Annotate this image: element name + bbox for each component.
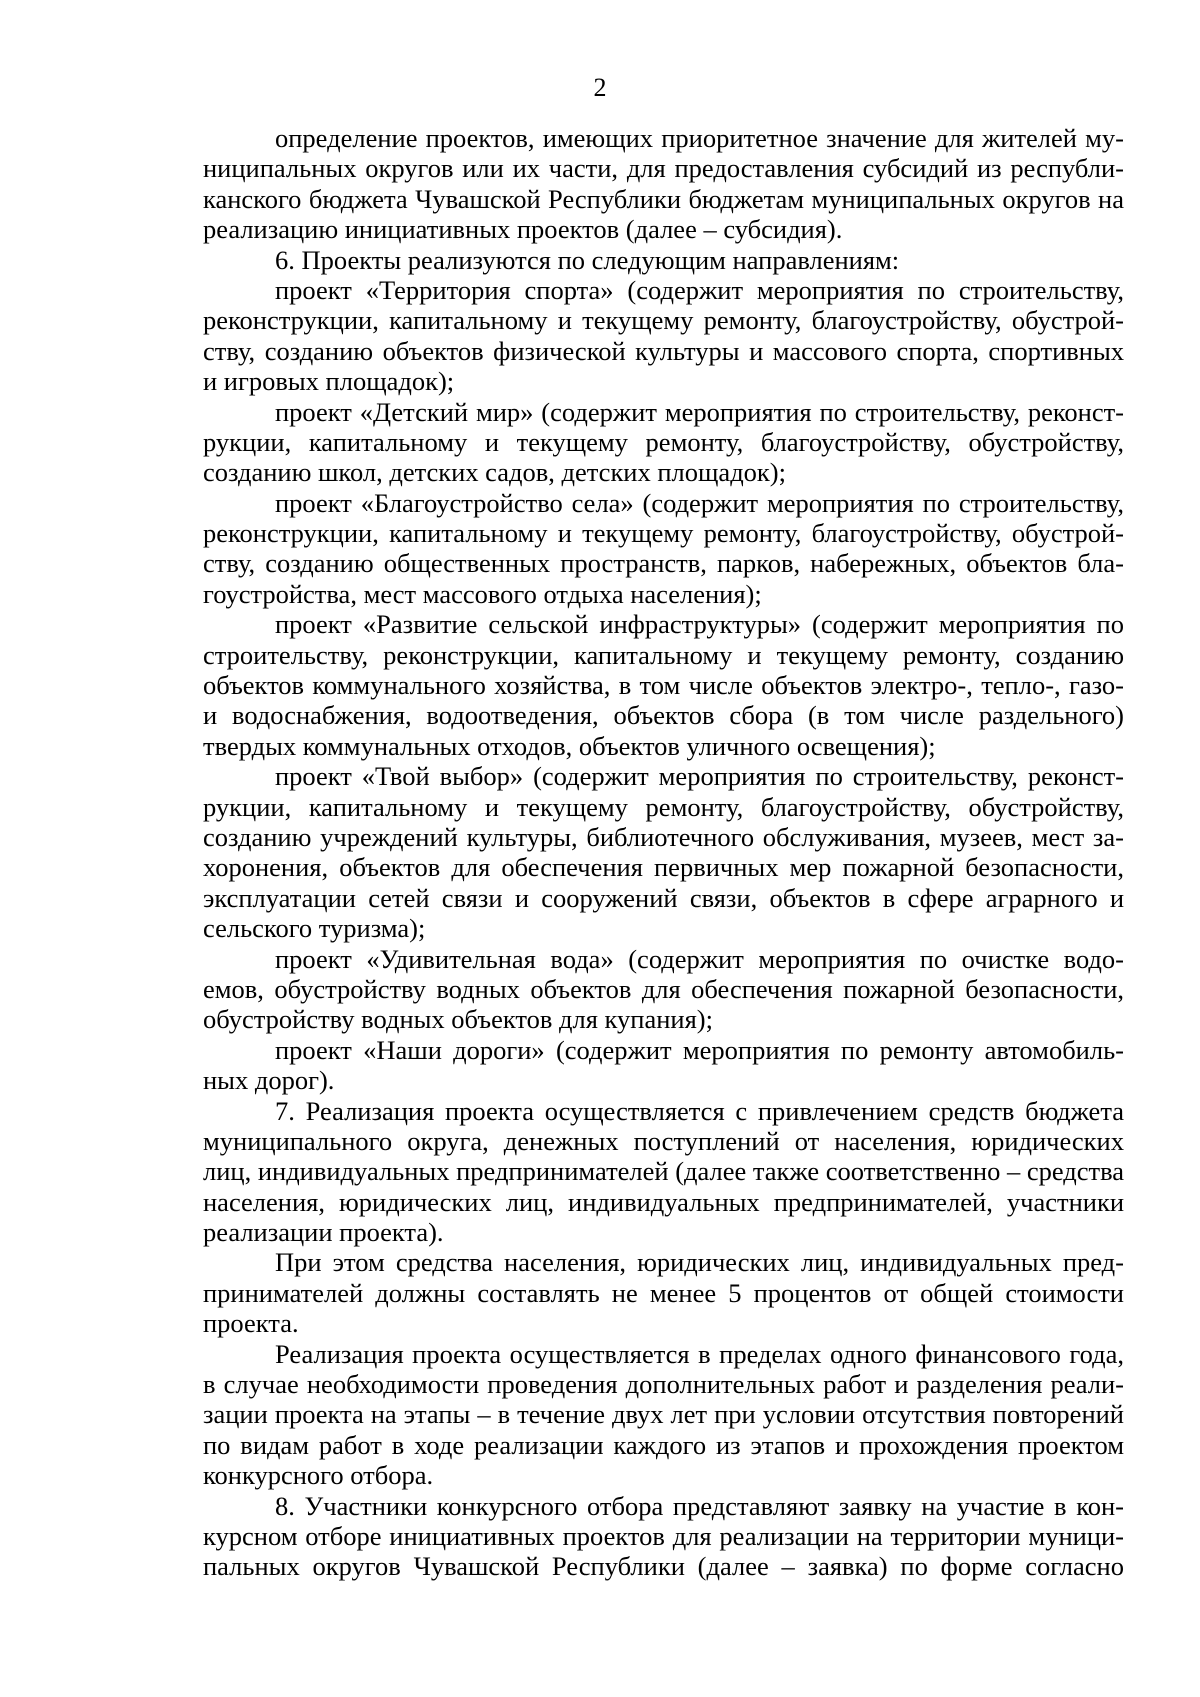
text-line: Реализация проекта осуществляется в пределах одного финансового года,	[275, 1338, 1124, 1369]
text-line: эксплуатации сетей связи и сооружений связи, объектов в сфере аграрного и	[203, 882, 1124, 913]
text-line: реконструкции, капитальному и текущему ремонту, благоустройству, обустрой-	[203, 305, 1124, 336]
text-line: хоронения, объектов для обеспечения первичных мер пожарной безопасности,	[203, 852, 1124, 883]
text-line: определение проектов, имеющих приоритетное значение для жителей му-	[275, 123, 1124, 153]
text-line: гоустройства, мест массового отдыха населения);	[203, 578, 762, 609]
text-line: ных дорог).	[203, 1065, 335, 1096]
text-line: проект «Благоустройство села» (содержит мероприятия по строительству,	[275, 487, 1124, 518]
text-line: зации проекта на этапы – в течение двух лет при условии отсутствия повторений	[203, 1399, 1124, 1430]
text-line: рукции, капитальному и текущему ремонту, благоустройству, обустройству,	[203, 426, 1124, 457]
text-line: проекта.	[203, 1308, 299, 1339]
text-line: проект «Наши дороги» (содержит мероприятия по ремонту автомобиль-	[275, 1034, 1124, 1065]
text-line: и водоснабжения, водоотведения, объектов сбора (в том числе раздельного)	[203, 700, 1124, 731]
text-line: реализацию инициативных проектов (далее – субсидия).	[203, 214, 843, 245]
text-line: проект «Детский мир» (содержит мероприятия по строительству, реконст-	[275, 396, 1124, 427]
text-line: емов, обустройству водных объектов для обеспечения пожарной безопасности,	[203, 973, 1124, 1004]
text-line: объектов коммунального хозяйства, в том числе объектов электро-, тепло-, газо-	[203, 670, 1124, 701]
text-line: ству, созданию общественных пространств, парков, набережных, объектов бла-	[203, 548, 1124, 579]
text-line: курсном отборе инициативных проектов для реализации на территории муници-	[203, 1520, 1124, 1551]
text-line: проект «Удивительная вода» (содержит мероприятия по очистке водо-	[275, 943, 1124, 974]
text-line: 8. Участники конкурсного отбора представляют заявку на участие в кон-	[275, 1490, 1124, 1521]
text-line: принимателей должны составлять не менее 5 процентов от общей стоимости	[203, 1277, 1124, 1308]
text-line: канского бюджета Чувашской Республики бюджетам муниципальных округов на	[203, 183, 1124, 214]
text-line: по видам работ в ходе реализации каждого из этапов и прохождения проектом	[203, 1429, 1124, 1460]
text-line: и игровых площадок);	[203, 366, 455, 397]
text-line: строительству, реконструкции, капитальному и текущему ремонту, созданию	[203, 639, 1124, 670]
text-line: лиц, индивидуальных предпринимателей (далее также соответственно – средства	[203, 1156, 1125, 1187]
text-line: созданию школ, детских садов, детских площадок);	[203, 457, 786, 488]
text-line: 6. Проекты реализуются по следующим направлениям:	[275, 244, 900, 275]
text-line: реализации проекта).	[203, 1217, 444, 1248]
text-line: твердых коммунальных отходов, объектов уличного освещения);	[203, 730, 936, 761]
text-line: проект «Развитие сельской инфраструктуры» (содержит мероприятия по	[275, 609, 1124, 640]
text-line: ству, созданию объектов физической культуры и массового спорта, спортивных	[203, 335, 1124, 366]
text-line: реконструкции, капитальному и текущему ремонту, благоустройству, обустрой-	[203, 518, 1124, 549]
text-line: муниципального округа, денежных поступлений от населения, юридических	[203, 1125, 1124, 1156]
text-line: созданию учреждений культуры, библиотечного обслуживания, музеев, мест за-	[203, 821, 1124, 852]
text-line: проект «Территория спорта» (содержит мероприятия по строительству,	[275, 274, 1124, 305]
text-line: ниципальных округов или их части, для предоставления субсидий из республи-	[203, 153, 1124, 184]
text-line: в случае необходимости проведения дополнительных работ и разделения реали-	[203, 1369, 1124, 1400]
text-line: 7. Реализация проекта осуществляется с привлечением средств бюджета	[275, 1095, 1124, 1126]
text-line: обустройству водных объектов для купания);	[203, 1004, 713, 1035]
text-line: проект «Твой выбор» (содержит мероприятия по строительству, реконст-	[275, 761, 1124, 792]
text-line: конкурсного отбора.	[203, 1460, 434, 1491]
text-line: пальных округов Чувашской Республики (далее – заявка) по форме согласно	[203, 1551, 1124, 1582]
text-line: рукции, капитальному и текущему ремонту, благоустройству, обустройству,	[203, 791, 1124, 822]
text-line: населения, юридических лиц, индивидуальных предпринимателей, участники	[203, 1186, 1124, 1217]
page-number: 2	[593, 73, 607, 102]
text-line: При этом средства населения, юридических лиц, индивидуальных пред-	[275, 1247, 1124, 1278]
document-body	[203, 123, 1124, 1582]
text-line: сельского туризма);	[203, 913, 426, 944]
